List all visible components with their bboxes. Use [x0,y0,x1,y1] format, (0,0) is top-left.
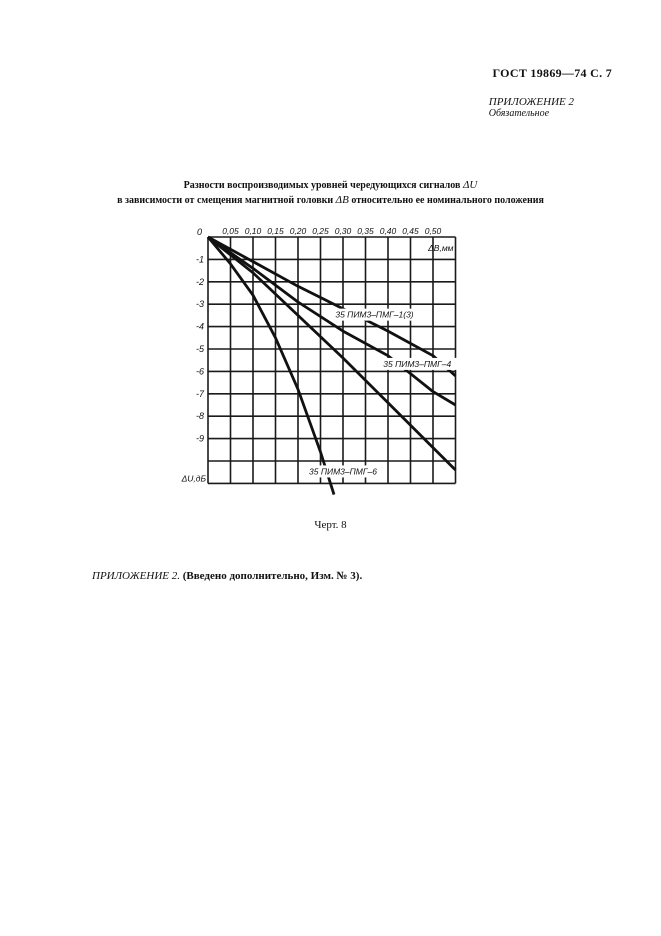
series-curve-1 [208,237,456,376]
series-curve-4 [208,237,334,495]
origin-label: 0 [196,227,202,237]
document-header: ГОСТ 19869—74 С. 7 [492,66,612,80]
y-tick-label: -1 [195,254,204,265]
y-tick-label: -6 [195,366,204,377]
x-tick-label: 0,35 [357,226,374,236]
series-label: 35 ПИМ3–ПМГ–1(3) [335,309,414,320]
x-tick-label: 0,30 [334,226,352,236]
y-tick-label: -5 [195,344,204,354]
x-tick-label: 0,45 [402,226,419,236]
x-axis-label: ΔB,мм [428,243,454,253]
figure-caption: Черт. 8 [314,519,347,531]
y-tick-label: -3 [195,299,204,310]
appendix-label: ПРИЛОЖЕНИЕ 2 [488,96,574,108]
x-tick-label: 0,15 [267,226,284,236]
amendment-note-label: ПРИЛОЖЕНИЕ 2. [92,570,180,582]
amendment-note-text: (Введено дополнительно, Изм. № 3). [182,570,363,582]
figure-title-line2-text-b: относительно ее номинального положения [351,195,544,206]
series-label: 35 ПИМ3–ПМГ–6 [309,466,377,477]
series-label: 35 ПИМ3–ПМГ–4 [383,358,452,369]
x-tick-label: 0,40 [379,226,397,236]
y-axis-label: ΔU,дБ [181,473,206,484]
figure-title-line2-symbol: ΔB [335,194,349,206]
y-tick-label: -7 [195,388,204,399]
figure-title-line1-symbol: ΔU [462,179,478,191]
figure-title-line2-text-a: в зависимости от смещения магнитной головки [117,195,334,206]
x-tick-label: 0,25 [312,226,329,236]
y-tick-label: -8 [195,411,204,422]
x-tick-label: 0,50 [424,226,442,236]
amendment-note [92,570,362,582]
x-tick-label: 0,05 [222,226,239,236]
y-tick-label: -2 [195,276,204,287]
y-tick-label: -9 [195,433,204,444]
x-tick-label: 0,10 [244,226,262,236]
series-curve-3 [208,237,456,470]
series-curve-2 [208,237,456,405]
y-tick-label: -4 [195,321,204,332]
x-tick-label: 0,20 [289,226,307,236]
appendix-status: Обязательное [488,108,550,119]
figure-title-line1-text: Разности воспроизводимых уровней чередующихся сигналов [183,180,461,191]
